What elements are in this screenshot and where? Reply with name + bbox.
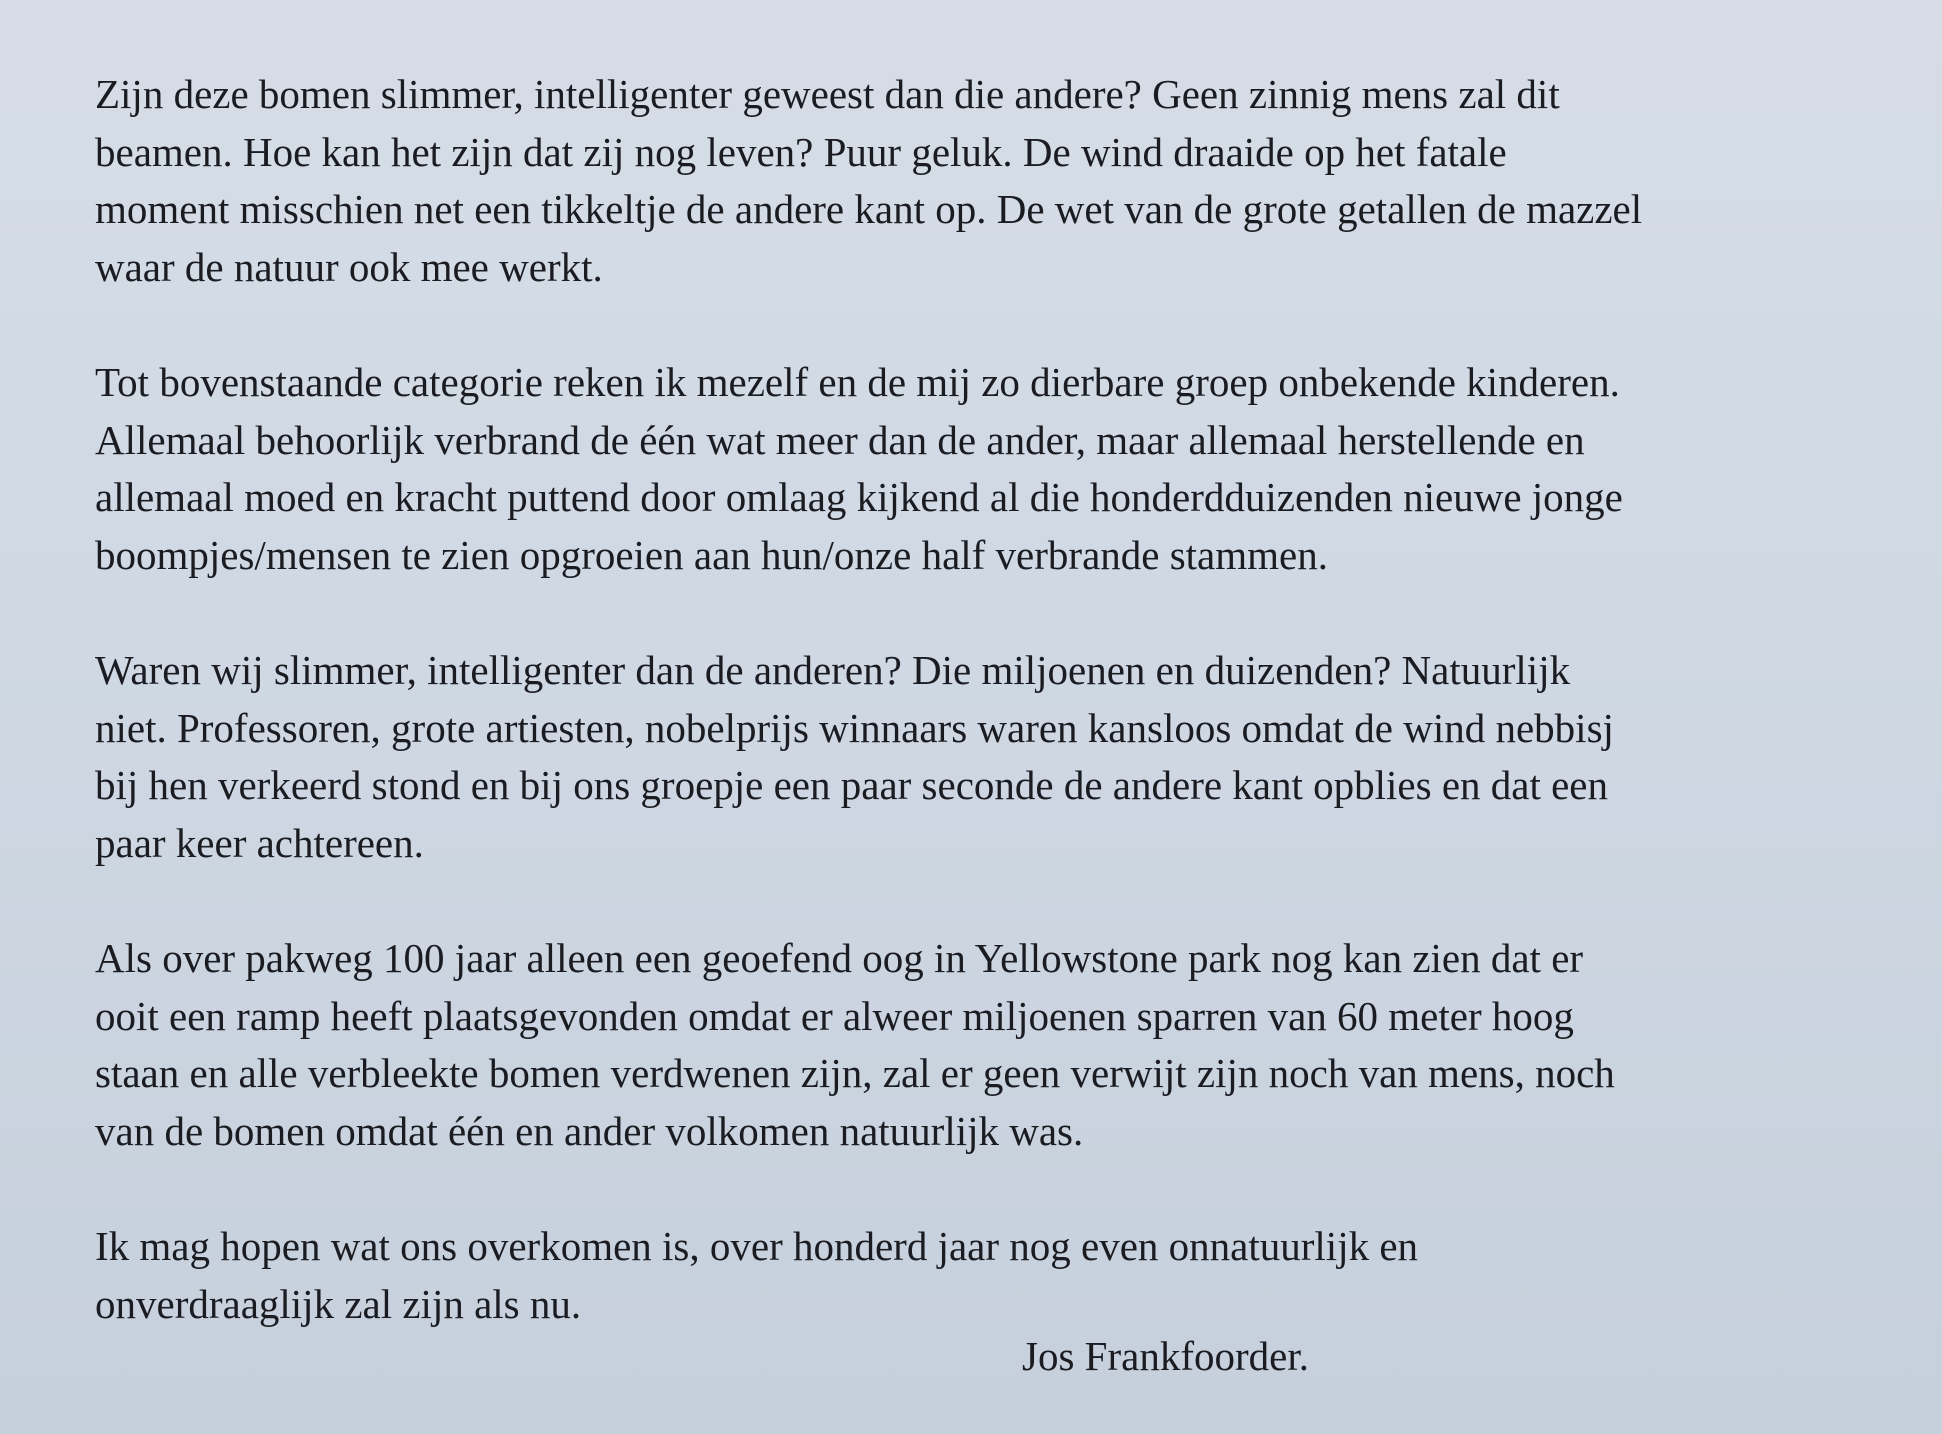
text-line: paar keer achtereen. — [95, 819, 424, 866]
text-line: allemaal moed en kracht puttend door omlaag kijkend al die honderdduizenden nieuwe jonge — [95, 474, 1623, 520]
text-line: Als over pakweg 100 jaar alleen een geoefend oog in Yellowstone park nog kan zien dat er — [95, 935, 1584, 981]
text-line: onverdraaglijk zal zijn als nu. — [95, 1280, 582, 1327]
text-line: staan en alle verbleekte bomen verdwenen zijn, zal er geen verwijt zijn noch van mens, noch — [95, 1050, 1615, 1096]
paragraph-5 — [95, 1218, 1895, 1333]
paragraph-4 — [95, 930, 1895, 1160]
text-line: ooit een ramp heeft plaatsgevonden omdat er alweer miljoenen sparren van 60 meter hoog — [95, 992, 1574, 1039]
signature: Jos Frankfoorder. — [1022, 1333, 1309, 1379]
text-line: Zijn deze bomen slimmer, intelligenter geweest dan die andere? Geen zinnig mens zal dit — [95, 71, 1560, 117]
text-line: Allemaal behoorlijk verbrand de één wat meer dan de ander, maar allemaal herstellende en — [95, 416, 1585, 463]
text-line: boompjes/mensen te zien opgroeien aan hun/onze half verbrande stammen. — [95, 531, 1328, 578]
paragraph-2 — [95, 354, 1895, 584]
paragraph-3 — [95, 642, 1895, 872]
text-line: bij hen verkeerd stond en bij ons groepje een paar seconde de andere kant opblies en dat een — [95, 762, 1608, 808]
text-line: Waren wij slimmer, intelligenter dan de anderen? Die miljoenen en duizenden? Natuurlijk — [95, 647, 1571, 693]
text-line: beamen. Hoe kan het zijn dat zij nog leven? Puur geluk. De wind draaide op het fatale — [95, 128, 1507, 175]
text-line: waar de natuur ook mee werkt. — [95, 243, 603, 290]
text-line: van de bomen omdat één en ander volkomen natuurlijk was. — [95, 1107, 1084, 1154]
paragraph-1 — [95, 66, 1895, 296]
text-line: niet. Professoren, grote artiesten, nobelprijs winnaars waren kansloos omdat de wind nebbisj — [95, 704, 1614, 751]
text-line: moment misschien net een tikkeltje de andere kant op. De wet van de grote getallen de mazzel — [95, 186, 1643, 232]
text-line: Ik mag hopen wat ons overkomen is, over honderd jaar nog even onnatuurlijk en — [95, 1223, 1419, 1269]
text-line: Tot bovenstaande categorie reken ik mezelf en de mij zo dierbare groep onbekende kinderen. — [95, 359, 1620, 405]
